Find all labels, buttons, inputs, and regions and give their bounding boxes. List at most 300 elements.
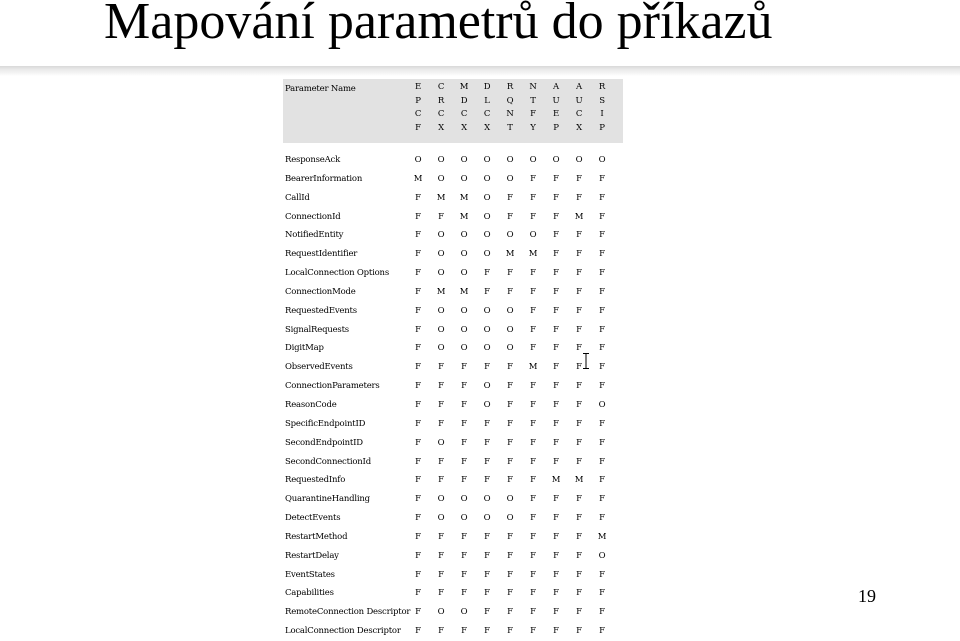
table-row [283,396,623,415]
table-cell: F [599,588,605,599]
table-cell: F [530,513,536,524]
table-cell: O [506,494,514,505]
table-row [283,434,623,453]
command-header-letter: A [553,82,559,92]
table-cell: F [438,362,444,373]
table-cell: F [461,399,467,410]
table-cell: F [530,286,536,297]
table-cell: F [507,569,513,580]
table-cell: F [599,211,605,222]
table-cell: F [530,437,536,448]
table-cell: F [507,399,513,410]
command-column-header [522,81,544,135]
command-header-letter: C [575,109,583,119]
table-cell: F [530,305,536,316]
table-cell: F [576,569,582,580]
table-cell: F [415,531,421,542]
command-header-letter: X [576,122,582,133]
table-cell: F [415,475,421,486]
command-header-letter: R [437,95,445,106]
table-cell: F [576,305,582,316]
table-cell: F [415,550,421,561]
parameter-name: ConnectionMode [285,286,356,297]
table-cell: F [507,211,513,222]
table-cell: O [506,173,514,184]
command-header-letter: X [461,122,467,133]
table-cell: M [574,475,584,486]
table-cell: F [507,437,513,448]
table-cell: F [599,305,605,316]
parameter-name: RestartDelay [285,550,339,561]
table-cell: M [528,362,538,373]
table-cell: F [599,249,605,260]
slide-title: Mapování parametrů do příkazů [104,0,773,50]
table-cell: F [484,607,490,618]
table-row [283,189,623,208]
table-cell: O [552,155,560,165]
table-cell: F [553,418,559,429]
table-cell: F [576,418,582,429]
table-cell: F [553,230,559,241]
command-header-letter: A [576,82,582,92]
table-cell: F [576,286,582,297]
table-cell: F [507,626,513,637]
command-column-header [591,81,613,135]
table-cell: F [599,324,605,335]
table-cell: F [507,362,513,373]
table-cell: M [459,286,469,297]
table-row [283,622,623,641]
table-cell: O [483,192,491,203]
table-cell: F [530,192,536,203]
table-cell: F [576,362,582,373]
table-cell: M [551,475,561,486]
table-cell: F [415,249,421,260]
table-cell: O [437,173,445,184]
table-cell: F [576,249,582,260]
table-cell: O [529,155,537,165]
table-cell: F [599,362,605,373]
parameter-name: LocalConnection Descriptor [285,626,401,637]
parameter-name: SecondEndpointID [285,437,363,448]
table-cell: F [438,588,444,599]
table-cell: M [597,531,607,542]
command-header-letter: S [599,95,605,106]
parameter-name: RequestIdentifier [285,249,358,260]
command-header-letter: E [414,82,421,92]
table-cell: F [484,550,490,561]
parameter-name: SecondConnectionId [285,456,371,467]
table-cell: F [461,381,467,392]
command-column-header [453,81,475,135]
parameter-name: LocalConnection Options [285,268,389,279]
table-cell: O [483,381,491,392]
table-cell: F [461,588,467,599]
table-cell: F [461,437,467,448]
table-cell: O [598,155,606,165]
parameter-name: SignalRequests [285,324,349,335]
table-row [283,603,623,622]
table-cell: F [553,531,559,542]
table-cell: F [576,626,582,637]
table-cell: O [506,155,514,165]
table-cell: O [506,305,514,316]
table-cell: O [483,494,491,505]
table-cell: F [415,230,421,241]
table-row [283,415,623,434]
table-cell: F [415,381,421,392]
table-cell: O [483,211,491,222]
table-cell: F [484,268,490,279]
table-cell: F [438,475,444,486]
table-cell: F [438,569,444,580]
table-cell: F [576,437,582,448]
table-row [283,377,623,396]
command-header-letter: I [600,109,604,119]
table-cell: F [461,550,467,561]
table-cell: F [484,475,490,486]
table-row [283,170,623,189]
table-cell: F [576,513,582,524]
table-cell: F [553,588,559,599]
table-cell: F [438,626,444,637]
table-cell: F [438,550,444,561]
table-cell: O [460,173,468,184]
table-cell: F [576,494,582,505]
parameter-name: ReasonCode [285,399,337,410]
table-cell: F [530,173,536,184]
table-cell: F [553,550,559,561]
table-cell: O [460,343,468,354]
table-cell: F [461,418,467,429]
table-cell: O [598,399,606,410]
parameter-name: RestartMethod [285,531,348,542]
table-cell: O [483,343,491,354]
table-cell: F [415,192,421,203]
table-cell: F [484,588,490,599]
command-header-letter: C [483,109,491,119]
table-cell: F [553,211,559,222]
table-cell: F [599,626,605,637]
command-header-letter: D [483,82,491,92]
table-cell: F [599,230,605,241]
table-cell: O [437,268,445,279]
table-cell: F [553,173,559,184]
table-cell: F [415,569,421,580]
table-cell: F [599,475,605,486]
table-cell: F [507,531,513,542]
table-row [283,226,623,245]
table-cell: F [530,569,536,580]
table-cell: F [553,324,559,335]
table-cell: O [437,155,445,165]
table-cell: F [599,513,605,524]
table-cell: O [460,607,468,618]
table-row [283,490,623,509]
table-cell: O [437,249,445,260]
table-cell: F [599,268,605,279]
text-cursor-icon [583,353,589,369]
table-cell: F [530,211,536,222]
table-cell: F [599,418,605,429]
table-cell: O [414,155,422,165]
table-cell: F [461,456,467,467]
table-row [283,471,623,490]
table-cell: O [437,607,445,618]
command-header-letter: X [438,122,444,133]
table-cell: O [483,249,491,260]
table-cell: F [415,626,421,637]
page-number: 19 [858,586,876,606]
table-cell: F [507,418,513,429]
table-cell: F [576,192,582,203]
table-cell: F [415,437,421,448]
parameter-mapping-table [283,79,623,641]
table-cell: F [576,607,582,618]
table-row [283,528,623,547]
table-cell: F [530,381,536,392]
table-cell: F [484,418,490,429]
table-cell: F [461,569,467,580]
table-cell: F [461,531,467,542]
table-cell: F [484,626,490,637]
command-header-letter: F [415,122,421,133]
table-cell: F [415,399,421,410]
table-cell: F [484,456,490,467]
command-header-letter: X [484,122,490,133]
command-header-letter: N [529,82,537,92]
table-cell: F [553,305,559,316]
table-cell: O [460,230,468,241]
table-cell: O [460,249,468,260]
parameter-name: BearerInformation [285,173,363,184]
table-cell: O [437,494,445,505]
command-header-letter: T [530,95,536,106]
table-cell: F [507,607,513,618]
table-cell: F [415,268,421,279]
table-cell: F [415,607,421,618]
table-cell: O [483,324,491,335]
table-cell: F [599,286,605,297]
table-cell: F [438,399,444,410]
table-cell: F [438,381,444,392]
command-header-letter: Q [506,95,514,106]
table-cell: F [530,268,536,279]
table-cell: O [529,230,537,241]
table-cell: O [483,305,491,316]
table-cell: M [436,192,446,203]
command-header-letter: U [575,95,583,106]
table-cell: F [438,211,444,222]
table-cell: O [506,513,514,524]
table-cell: O [437,513,445,524]
table-cell: F [438,456,444,467]
parameter-name: DetectEvents [285,513,341,524]
table-cell: F [484,286,490,297]
parameter-name: CallId [285,192,310,203]
table-cell: F [599,607,605,618]
table-row [283,547,623,566]
table-row [283,584,623,603]
command-header-letter: U [552,95,560,106]
table-cell: F [507,192,513,203]
table-cell: F [530,456,536,467]
table-cell: O [483,513,491,524]
table-cell: F [553,513,559,524]
table-cell: F [576,173,582,184]
command-header-letter: T [507,122,513,133]
command-header-letter: F [530,109,536,119]
table-cell: F [576,268,582,279]
table-row [283,151,623,170]
table-cell: F [576,456,582,467]
command-header-letter: P [553,122,559,133]
table-cell: F [415,324,421,335]
table-row [283,264,623,283]
table-cell: O [460,324,468,335]
parameter-name: ConnectionId [285,211,341,222]
table-cell: F [599,569,605,580]
table-cell: F [599,192,605,203]
table-cell: O [437,305,445,316]
command-header-letter: M [459,82,469,92]
table-cell: F [415,343,421,354]
table-cell: F [507,381,513,392]
table-cell: O [460,305,468,316]
command-header-letter: R [506,82,514,92]
table-cell: F [415,588,421,599]
table-cell: F [484,362,490,373]
table-cell: F [599,494,605,505]
table-row [283,302,623,321]
table-cell: F [553,286,559,297]
command-column-header [430,81,452,135]
table-cell: F [507,286,513,297]
table-cell: F [553,456,559,467]
table-cell: F [553,399,559,410]
table-cell: F [576,399,582,410]
table-cell: O [437,324,445,335]
table-cell: F [415,418,421,429]
table-cell: M [574,211,584,222]
table-cell: F [553,362,559,373]
table-cell: F [484,531,490,542]
table-cell: F [576,230,582,241]
table-cell: F [507,268,513,279]
table-cell: F [553,607,559,618]
table-cell: F [461,626,467,637]
table-cell: F [507,475,513,486]
table-cell: F [576,324,582,335]
table-cell: F [599,437,605,448]
table-cell: O [437,343,445,354]
table-cell: F [530,418,536,429]
table-cell: F [530,343,536,354]
table-cell: O [460,155,468,165]
table-cell: F [530,550,536,561]
table-cell: F [507,456,513,467]
table-row [283,358,623,377]
table-cell: O [483,173,491,184]
command-header-letter: P [415,95,421,106]
table-row [283,509,623,528]
table-cell: F [553,626,559,637]
table-row [283,566,623,585]
table-row [283,283,623,302]
table-cell: F [576,531,582,542]
table-cell: O [437,437,445,448]
table-cell: O [460,268,468,279]
table-cell: F [553,569,559,580]
parameter-name: ObservedEvents [285,362,353,373]
command-header-letter: N [506,109,514,119]
command-header-letter: D [460,95,468,106]
table-header [283,79,623,143]
table-cell: F [576,343,582,354]
table-cell: F [415,494,421,505]
parameter-name: Capabilities [285,588,334,599]
table-cell: F [576,381,582,392]
table-cell: F [415,362,421,373]
table-cell: O [483,399,491,410]
table-cell: M [436,286,446,297]
parameter-name: RemoteConnection Descriptor [285,607,411,618]
parameter-name: DigitMap [285,343,324,354]
command-header-letter: C [437,82,445,92]
table-cell: F [530,475,536,486]
table-cell: F [507,550,513,561]
table-cell: F [553,343,559,354]
command-column-header [545,81,567,135]
table-cell: F [530,626,536,637]
command-header-letter: C [460,109,468,119]
table-cell: F [530,607,536,618]
command-header-letter: Y [530,122,536,133]
table-row [283,208,623,227]
command-column-header [476,81,498,135]
table-cell: F [553,249,559,260]
table-cell: O [575,155,583,165]
table-cell: F [553,192,559,203]
parameter-name: QuarantineHandling [285,494,370,505]
table-cell: F [599,173,605,184]
table-cell: F [461,475,467,486]
table-row [283,339,623,358]
table-cell: F [530,531,536,542]
table-cell: O [460,494,468,505]
parameter-name: RequestedInfo [285,475,346,486]
table-cell: O [598,550,606,561]
table-cell: O [483,230,491,241]
table-cell: O [460,513,468,524]
table-cell: O [437,230,445,241]
table-cell: F [599,343,605,354]
command-header-letter: L [484,95,490,106]
table-cell: O [506,324,514,335]
table-cell: F [553,494,559,505]
table-cell: O [506,230,514,241]
table-row [283,245,623,264]
parameter-name: SpecificEndpointID [285,418,366,429]
table-cell: F [415,305,421,316]
command-header-letter: E [552,109,559,119]
parameter-name: ResponseAck [285,155,341,165]
parameter-name-header: Parameter Name [285,84,356,94]
table-cell: O [506,343,514,354]
table-cell: F [484,569,490,580]
table-cell: F [576,550,582,561]
parameter-name: RequestedEvents [285,305,357,316]
